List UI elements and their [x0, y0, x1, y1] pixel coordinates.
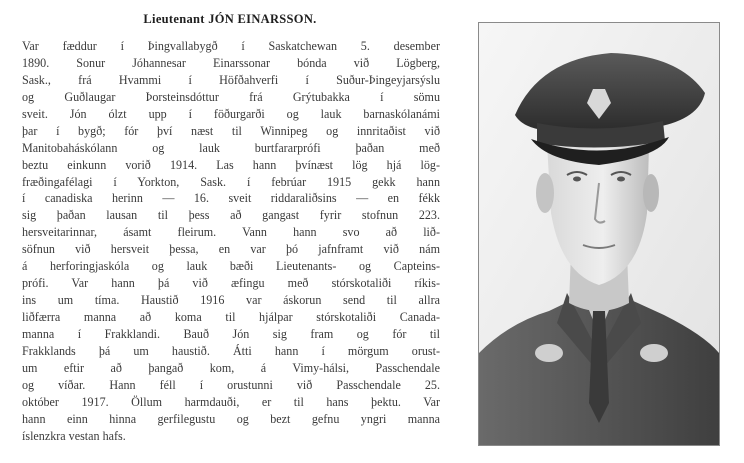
- heading-name: JÓN EINARSSON.: [208, 12, 317, 26]
- portrait-photo: [478, 22, 720, 446]
- bio-line: október 1917. Öllum harmdauði, er til hans þektu. Var: [22, 394, 440, 409]
- bio-line: í canadiska herinn — 16. sveit riddaraliðsins — en fékk: [22, 191, 440, 206]
- bio-line: manna í Frakklandi. Bauð Jón sig fram og fór til: [22, 326, 440, 341]
- heading-rank: Lieutenant: [143, 12, 205, 26]
- bio-line: sig þaðan lausan til þess að gangast fyrir stofnun 223.: [22, 208, 440, 223]
- biography-text: [22, 38, 440, 445]
- bio-line: og Guðlaugar Þorsteinsdóttur frá Grýtubakka í sömu: [22, 89, 440, 104]
- bio-line: sveit. Jón ólzt upp í föðurgarði og lauk barnaskólanámi: [22, 106, 440, 121]
- bio-line: fræðingafélagi í Yorkton, Sask. í febrúar 1915 gekk hann: [22, 174, 440, 189]
- portrait-illustration: [479, 23, 719, 445]
- bio-line: söfnun við hersveit þessa, en var þó jafnframt við nám: [22, 242, 440, 257]
- bio-line: 1890. Sonur Jóhannesar Einarssonar bónda við Lögberg,: [22, 55, 440, 70]
- bio-line: liðfærra manna að koma til hjálpar stórskotaliði Canada-: [22, 310, 440, 324]
- bio-line: íslenzkra vestan hafs.: [22, 428, 126, 443]
- bio-line: þar í bygð; fór því næst til Winnipeg og innritaðist við: [22, 123, 440, 138]
- bio-line: Manitobaháskólann og lauk burtfararprófi þaðan með: [22, 140, 440, 155]
- bio-line: prófi. Var hann þá við æfingu með stórskotaliði ríkis-: [22, 276, 440, 291]
- bio-line: hersveitarinnar, ásamt fleirum. Vann hann svo að lið-: [22, 225, 440, 240]
- bio-line: Var fæddur í Þingvallabygð í Saskatchewan 5. desember: [22, 39, 440, 53]
- bio-line: Frakklands þá um haustið. Átti hann í mörgum orust-: [22, 343, 440, 358]
- bio-line: um eftir að þangað kom, á Vimy-hálsi, Passchendale: [22, 360, 440, 375]
- bio-line: á herforingjaskóla og lauk bæði Lieutenants- og Capteins-: [22, 259, 440, 274]
- article-heading: [22, 12, 438, 27]
- bio-line: og víðar. Hann féll í orustunni við Passchendale 25.: [22, 377, 440, 392]
- bio-line: hann einn hinna gerfilegustu og bezt gefnu yngri manna: [22, 411, 440, 426]
- bio-line: ins um tíma. Haustið 1916 var áskorun send til allra: [22, 293, 440, 308]
- bio-line: beztu einkunn vorið 1914. Las hann þvínæst lög hjá lög-: [22, 157, 440, 172]
- bio-line: Sask., frá Hvammi í Höfðahverfi í Suður-Þingeyjarsýslu: [22, 72, 440, 87]
